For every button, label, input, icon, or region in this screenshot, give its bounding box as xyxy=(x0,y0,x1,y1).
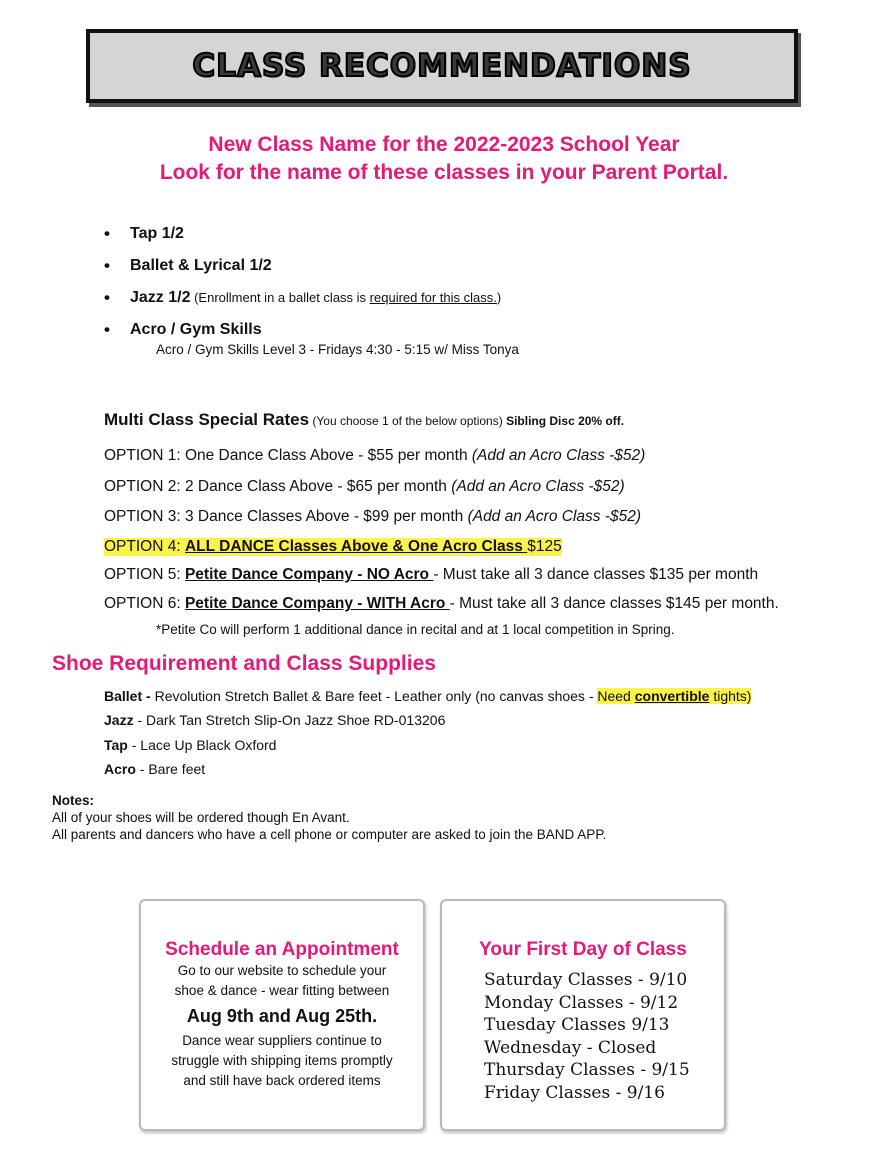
shoe-label: Tap xyxy=(104,737,128,753)
option-6 xyxy=(104,595,779,613)
shoe-section-title: Shoe Requirement and Class Supplies xyxy=(52,652,436,675)
first-day-item: Saturday Classes - 9/10 xyxy=(484,970,688,990)
shoe-tap xyxy=(104,737,276,753)
subtitle-line-2: Look for the name of these classes in your Parent Portal. xyxy=(159,161,729,184)
option-prefix: OPTION 5: xyxy=(104,566,185,583)
appointment-line: Go to our website to schedule your xyxy=(177,963,387,978)
petite-note: *Petite Co will perform 1 additional dance in recital and at 1 local competition in Spring. xyxy=(156,622,675,637)
first-day-item: Friday Classes - 9/16 xyxy=(484,1082,665,1103)
option-text: OPTION 2: 2 Dance Class Above - $65 per month xyxy=(104,478,452,495)
appointment-line: struggle with shipping items promptly xyxy=(171,1053,393,1068)
first-day-item: Wednesday - Closed xyxy=(484,1037,657,1058)
title-banner xyxy=(86,29,798,103)
shoe-text: - Dark Tan Stretch Slip-On Jazz Shoe RD-013206 xyxy=(133,712,446,728)
appointment-dates: Aug 9th and Aug 25th. xyxy=(186,1006,378,1026)
option-prefix: OPTION 6: xyxy=(104,595,185,612)
page-title: CLASS RECOMMENDATIONS xyxy=(192,48,692,84)
acro-detail: Acro / Gym Skills Level 3 - Fridays 4:30 - 5:15 w/ Miss Tonya xyxy=(156,342,519,357)
shoe-text: Revolution Stretch Ballet & Bare feet - Leather only (no canvas shoes - xyxy=(150,688,598,704)
option-price: - Must take all 3 dance classes $145 per month. xyxy=(449,595,779,612)
option-text: OPTION 3: 3 Dance Classes Above - $99 per month xyxy=(104,508,468,525)
notes-line: All parents and dancers who have a cell phone or computer are asked to join the BAND APP. xyxy=(52,827,607,842)
option-package: Petite Dance Company - WITH Acro xyxy=(184,595,450,612)
rates-heading xyxy=(104,410,624,430)
first-day-list xyxy=(484,969,724,1104)
option-prefix: OPTION 4: xyxy=(104,538,185,555)
class-label: Ballet & Lyrical 1/2 xyxy=(130,257,272,274)
class-label: Acro / Gym Skills xyxy=(130,321,262,338)
option-package: Petite Dance Company - NO Acro xyxy=(184,566,434,583)
notes-line: All of your shoes will be ordered though En Avant. xyxy=(52,810,350,825)
class-item-ballet xyxy=(104,254,501,286)
class-item-tap xyxy=(104,222,501,254)
option-4 xyxy=(104,538,562,556)
jazz-note xyxy=(190,290,501,305)
option-5 xyxy=(104,566,758,584)
first-day-title: Your First Day of Class xyxy=(479,939,687,960)
tights-text: tights) xyxy=(709,688,752,704)
shoe-ballet xyxy=(104,688,751,704)
jazz-note-pre: (Enrollment in a ballet class is xyxy=(190,290,370,305)
appointment-card xyxy=(139,899,425,1131)
appointment-line: Dance wear suppliers continue to xyxy=(182,1033,382,1048)
option-price: $125 xyxy=(527,538,562,555)
notes-title: Notes: xyxy=(52,793,95,808)
notes xyxy=(52,792,606,843)
option-acro-addon: (Add an Acro Class -$52) xyxy=(471,447,646,464)
option-price: - Must take all 3 dance classes $135 per month xyxy=(433,566,759,583)
sibling-discount: Sibling Disc 20% off. xyxy=(506,414,625,428)
appointment-title: Schedule an Appointment xyxy=(165,939,399,960)
shoe-label: Acro xyxy=(104,761,136,777)
appointment-line: and still have back ordered items xyxy=(183,1073,381,1088)
appointment-line: shoe & dance - wear fitting between xyxy=(174,983,390,998)
class-item-jazz xyxy=(104,286,501,318)
first-day-item: Monday Classes - 9/12 xyxy=(484,992,679,1013)
first-day-card xyxy=(440,899,726,1131)
option-2 xyxy=(104,478,625,496)
option-text: OPTION 1: One Dance Class Above - $55 per month xyxy=(104,447,472,464)
option-acro-addon: (Add an Acro Class -$52) xyxy=(451,478,625,495)
first-day-item: Thursday Classes - 9/15 xyxy=(484,1060,690,1080)
class-label: Jazz 1/2 xyxy=(130,289,191,306)
rates-note: (You choose 1 of the below options) xyxy=(309,414,507,428)
jazz-note-post: ) xyxy=(496,290,502,305)
subtitle-line-1: New Class Name for the 2022-2023 School Year xyxy=(208,133,680,156)
option-acro-addon: (Add an Acro Class -$52) xyxy=(467,508,642,525)
rates-title: Multi Class Special Rates xyxy=(104,410,310,429)
shoe-jazz xyxy=(104,712,445,728)
convertible-text: convertible xyxy=(634,688,710,704)
shoe-text: - Lace Up Black Oxford xyxy=(127,737,277,753)
shoe-acro xyxy=(104,761,205,777)
option-package: ALL DANCE Classes Above & One Acro Class xyxy=(184,538,528,555)
option-1 xyxy=(104,447,645,465)
shoe-label: Jazz xyxy=(104,712,134,728)
shoe-text: - Bare feet xyxy=(135,761,206,777)
class-label: Tap 1/2 xyxy=(130,225,184,242)
first-day-item: Tuesday Classes 9/13 xyxy=(484,1015,670,1035)
option-3 xyxy=(104,508,641,526)
need-text: Need xyxy=(597,688,635,704)
shoe-label: Ballet - xyxy=(104,688,151,704)
class-list xyxy=(104,222,501,350)
jazz-note-requirement: required for this class. xyxy=(369,290,497,305)
tights-highlight xyxy=(597,688,751,704)
